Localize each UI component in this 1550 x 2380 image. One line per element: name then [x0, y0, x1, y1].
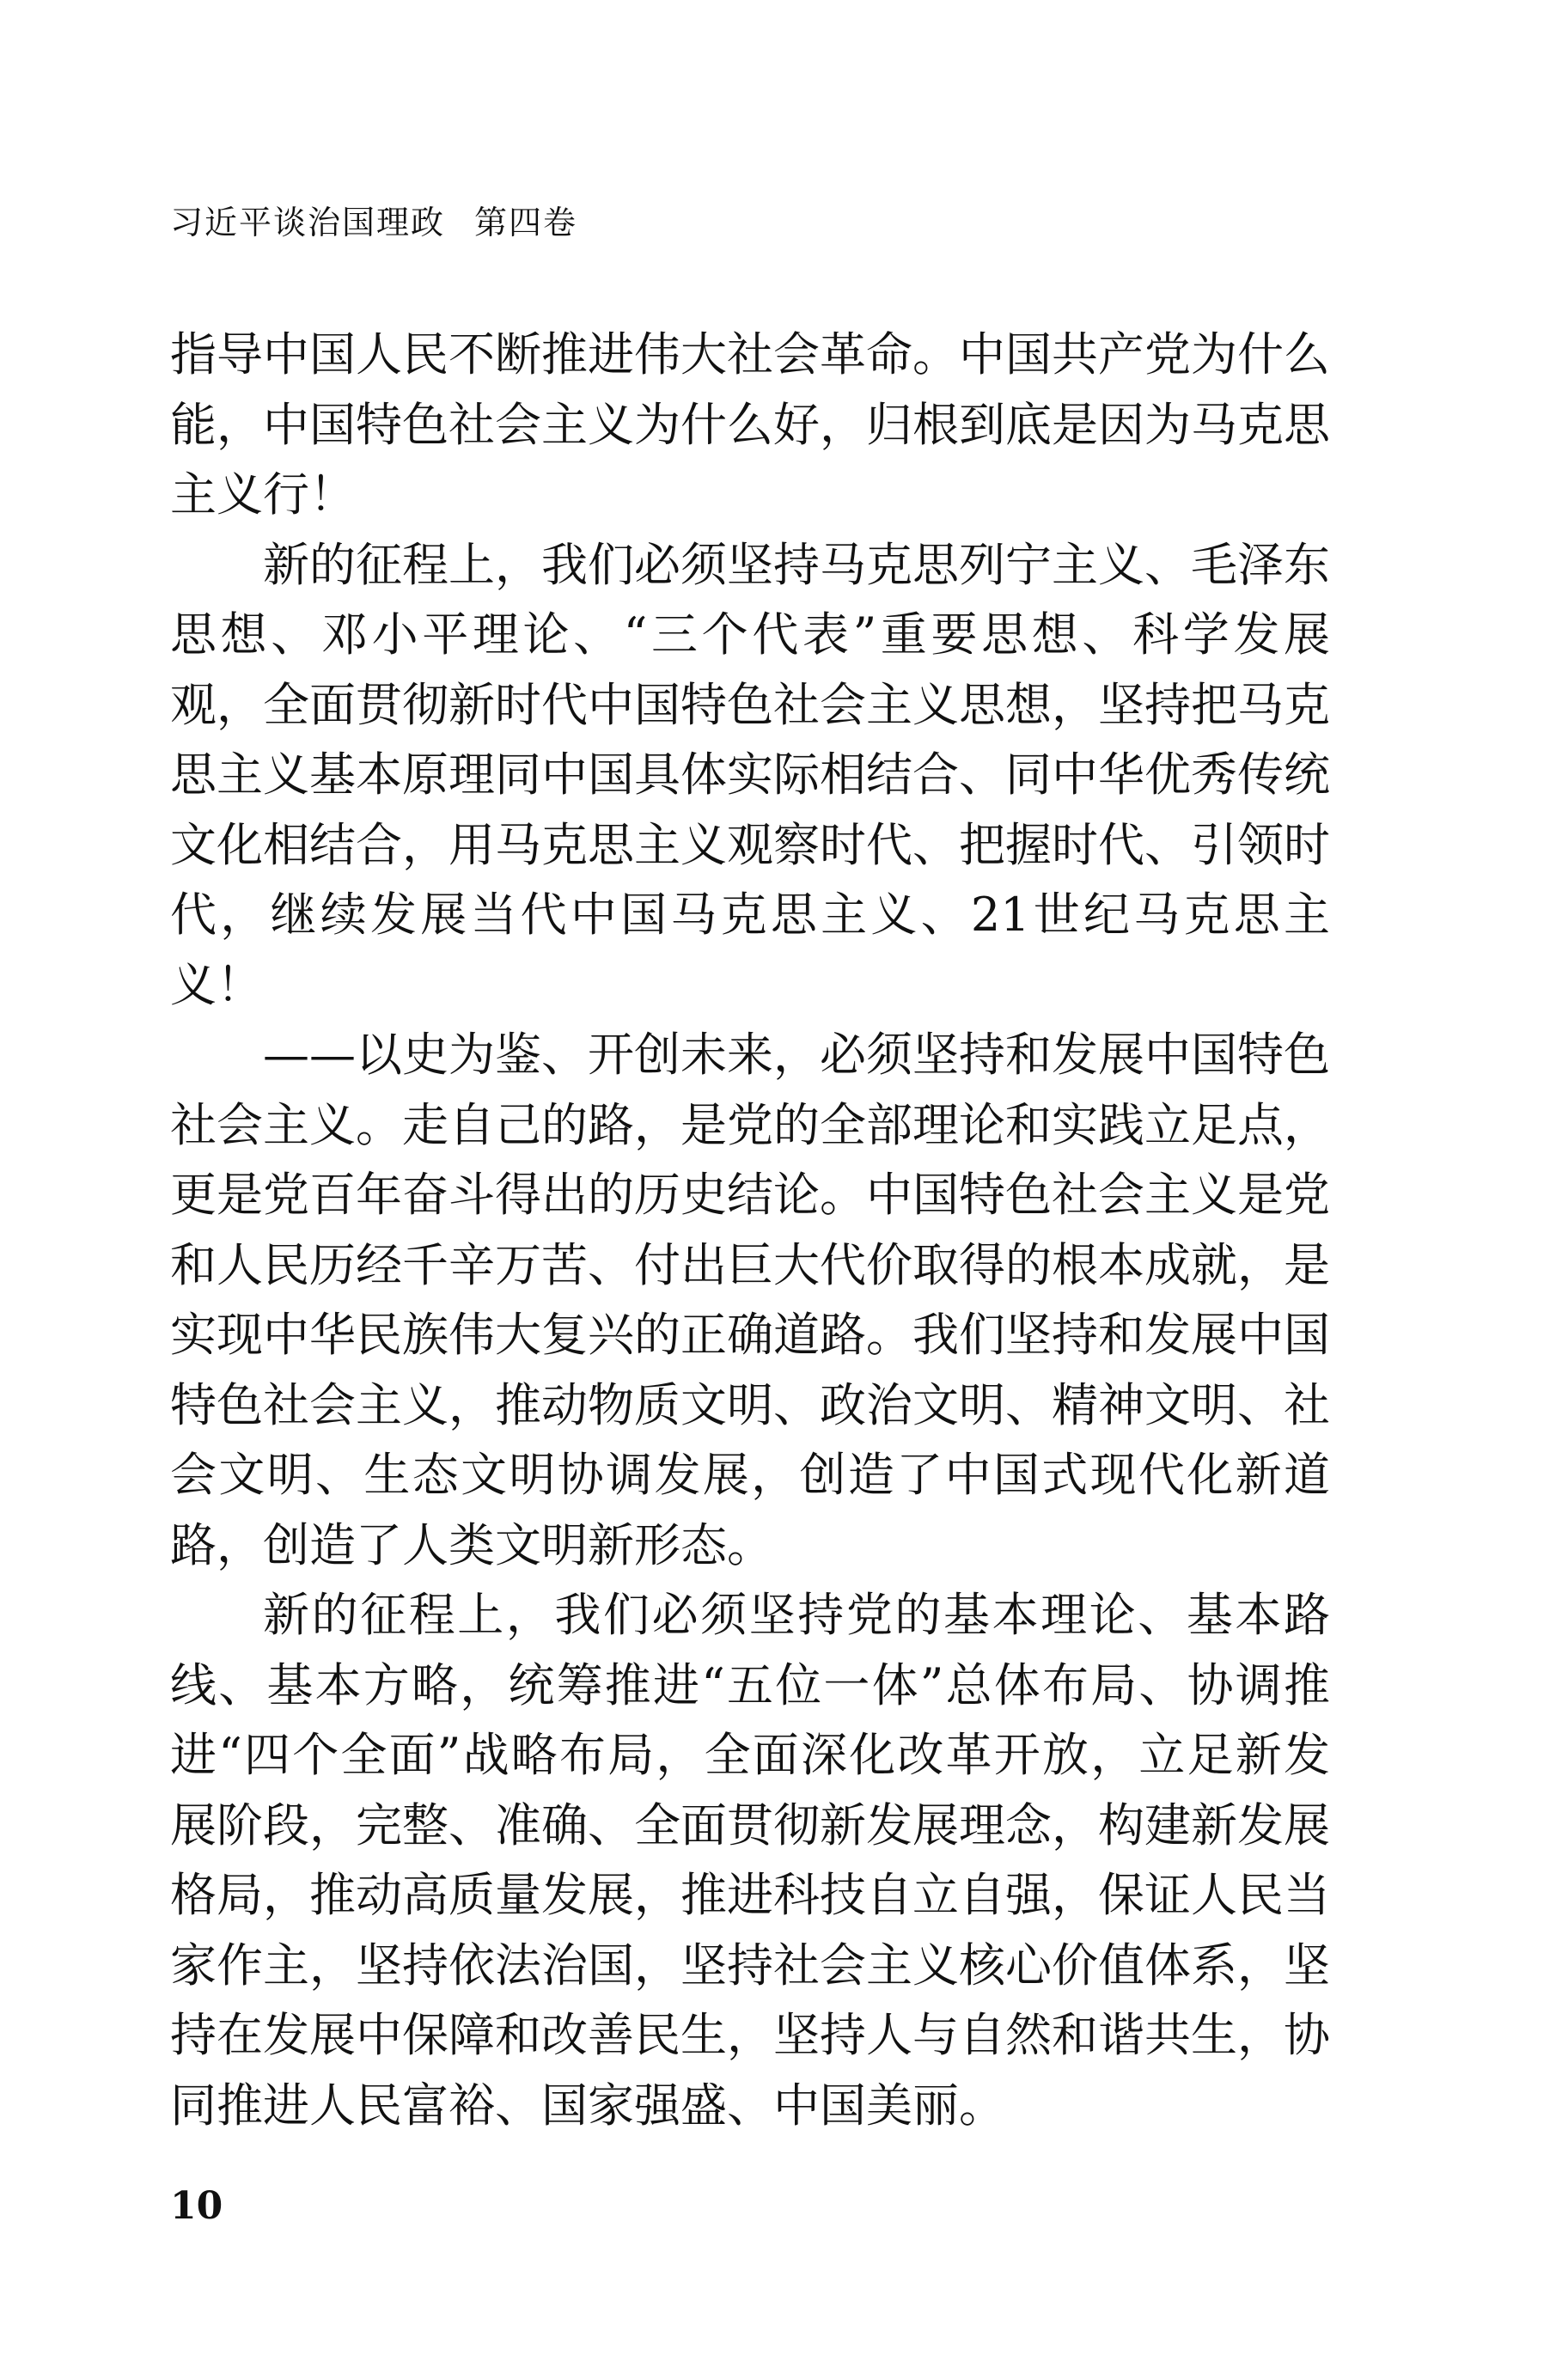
running-header: [170, 206, 577, 239]
body-text: [170, 320, 1330, 2140]
paragraph: ——以史为鉴、开创未来，必须坚持和发展中国特色社会主义。走自己的路，是党的全部理论和实践立足点，更是党百年奋斗得出的历史结论。中国特色社会主义是党和人民历经千辛万苦、付出巨大代价取得的根本成就，是实现中华民族伟大复兴的正确道路。我们坚持和发展中国特色社会主义，推动物质文明、政治文明、精神文明、社会文明、生态文明协调发展，创造了中国式现代化新道路，创造了人类文明新形态。: [170, 1028, 1330, 1572]
paragraph-continued: 指导中国人民不断推进伟大社会革命。中国共产党为什么能，中国特色社会主义为什么好，归根到底是因为马克思主义行！: [170, 327, 1330, 522]
paragraph: 新的征程上，我们必须坚持党的基本理论、基本路线、基本方略，统筹推进“五位一体”总体布局、协调推进“四个全面”战略布局，全面深化改革开放，立足新发展阶段，完整、准确、全面贯彻新发展理念，构建新发展格局，推动高质量发展，推进科技自立自强，保证人民当家作主，坚持依法治国，坚持社会主义核心价值体系，坚持在发展中保障和改善民生，坚持人与自然和谐共生，协同推进人民富裕、国家强盛、中国美丽。: [170, 1588, 1330, 2133]
page-number: 10: [170, 2184, 223, 2228]
book-title: 习近平谈治国理政: [170, 204, 446, 241]
volume-label: 第四卷: [474, 204, 578, 241]
paragraph: 新的征程上，我们必须坚持马克思列宁主义、毛泽东思想、邓小平理论、“三个代表”重要思想、科学发展观，全面贯彻新时代中国特色社会主义思想，坚持把马克思主义基本原理同中国具体实际相结合、同中华优秀传统文化相结合，用马克思主义观察时代、把握时代、引领时代，继续发展当代中国马克思主义、21世纪马克思主义！: [170, 537, 1330, 1012]
